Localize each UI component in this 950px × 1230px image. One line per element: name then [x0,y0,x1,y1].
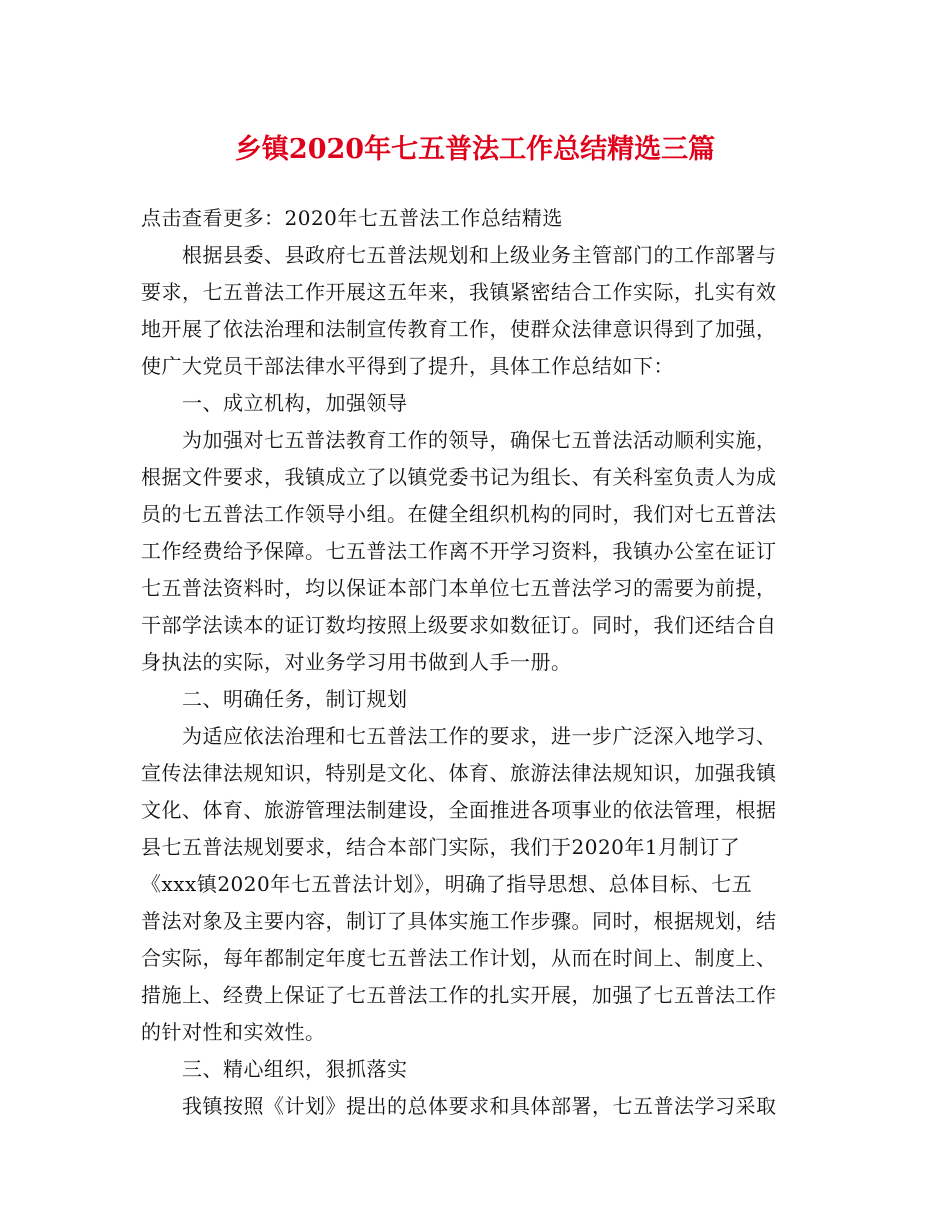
paragraph-line: 我镇按照《计划》提出的总体要求和具体部署，七五普法学习采取 [182,1094,777,1118]
section-heading: 一、成立机构，加强领导 [182,391,408,415]
paragraph-line: 的针对性和实效性。 [141,1020,326,1044]
paragraph-line: 地开展了依法治理和法制宣传教育工作，使群众法律意识得到了加强， [141,317,777,341]
paragraph-line: 宣传法律法规知识，特别是文化、体育、旅游法律法规知识，加强我镇 [141,761,777,785]
section-heading: 三、精心组织，狠抓落实 [182,1057,408,1081]
paragraph-line: 普法对象及主要内容，制订了具体实施工作步骤。同时，根据规划，结 [141,909,777,933]
paragraph-line: 工作经费给予保障。七五普法工作离不开学习资料，我镇办公室在证订 [141,539,777,563]
paragraph-line: 合实际，每年都制定年度七五普法工作计划，从而在时间上、制度上、 [141,946,777,970]
more-link-line: 点击查看更多：2020年七五普法工作总结精选 [141,206,563,230]
paragraph-line: 员的七五普法工作领导小组。在健全组织机构的同时，我们对七五普法 [141,502,777,526]
paragraph-line: 身执法的实际，对业务学习用书做到人手一册。 [141,650,572,674]
paragraph-line: 措施上、经费上保证了七五普法工作的扎实开展，加强了七五普法工作 [141,983,777,1007]
paragraph-line: 干部学法读本的证订数均按照上级要求如数征订。同时，我们还结合自 [141,613,777,637]
paragraph-line: 要求，七五普法工作开展这五年来，我镇紧密结合工作实际，扎实有效 [141,280,777,304]
document-title: 乡镇2020年七五普法工作总结精选三篇 [234,134,716,165]
paragraph-line: 《xxx镇2020年七五普法计划》，明确了指导思想、总体目标、七五 [141,872,753,896]
section-heading: 二、明确任务，制订规划 [182,687,408,711]
paragraph-line: 为加强对七五普法教育工作的领导，确保七五普法活动顺利实施， [182,428,777,452]
paragraph-line: 使广大党员干部法律水平得到了提升，具体工作总结如下： [141,354,674,378]
paragraph-line: 根据县委、县政府七五普法规划和上级业务主管部门的工作部署与 [182,243,777,267]
paragraph-line: 县七五普法规划要求，结合本部门实际，我们于2020年1月制订了 [141,835,741,859]
paragraph-line: 根据文件要求，我镇成立了以镇党委书记为组长、有关科室负责人为成 [141,465,777,489]
paragraph-line: 为适应依法治理和七五普法工作的要求，进一步广泛深入地学习、 [182,724,777,748]
paragraph-line: 七五普法资料时，均以保证本部门本单位七五普法学习的需要为前提， [141,576,777,600]
paragraph-line: 文化、体育、旅游管理法制建设，全面推进各项事业的依法管理，根据 [141,798,777,822]
